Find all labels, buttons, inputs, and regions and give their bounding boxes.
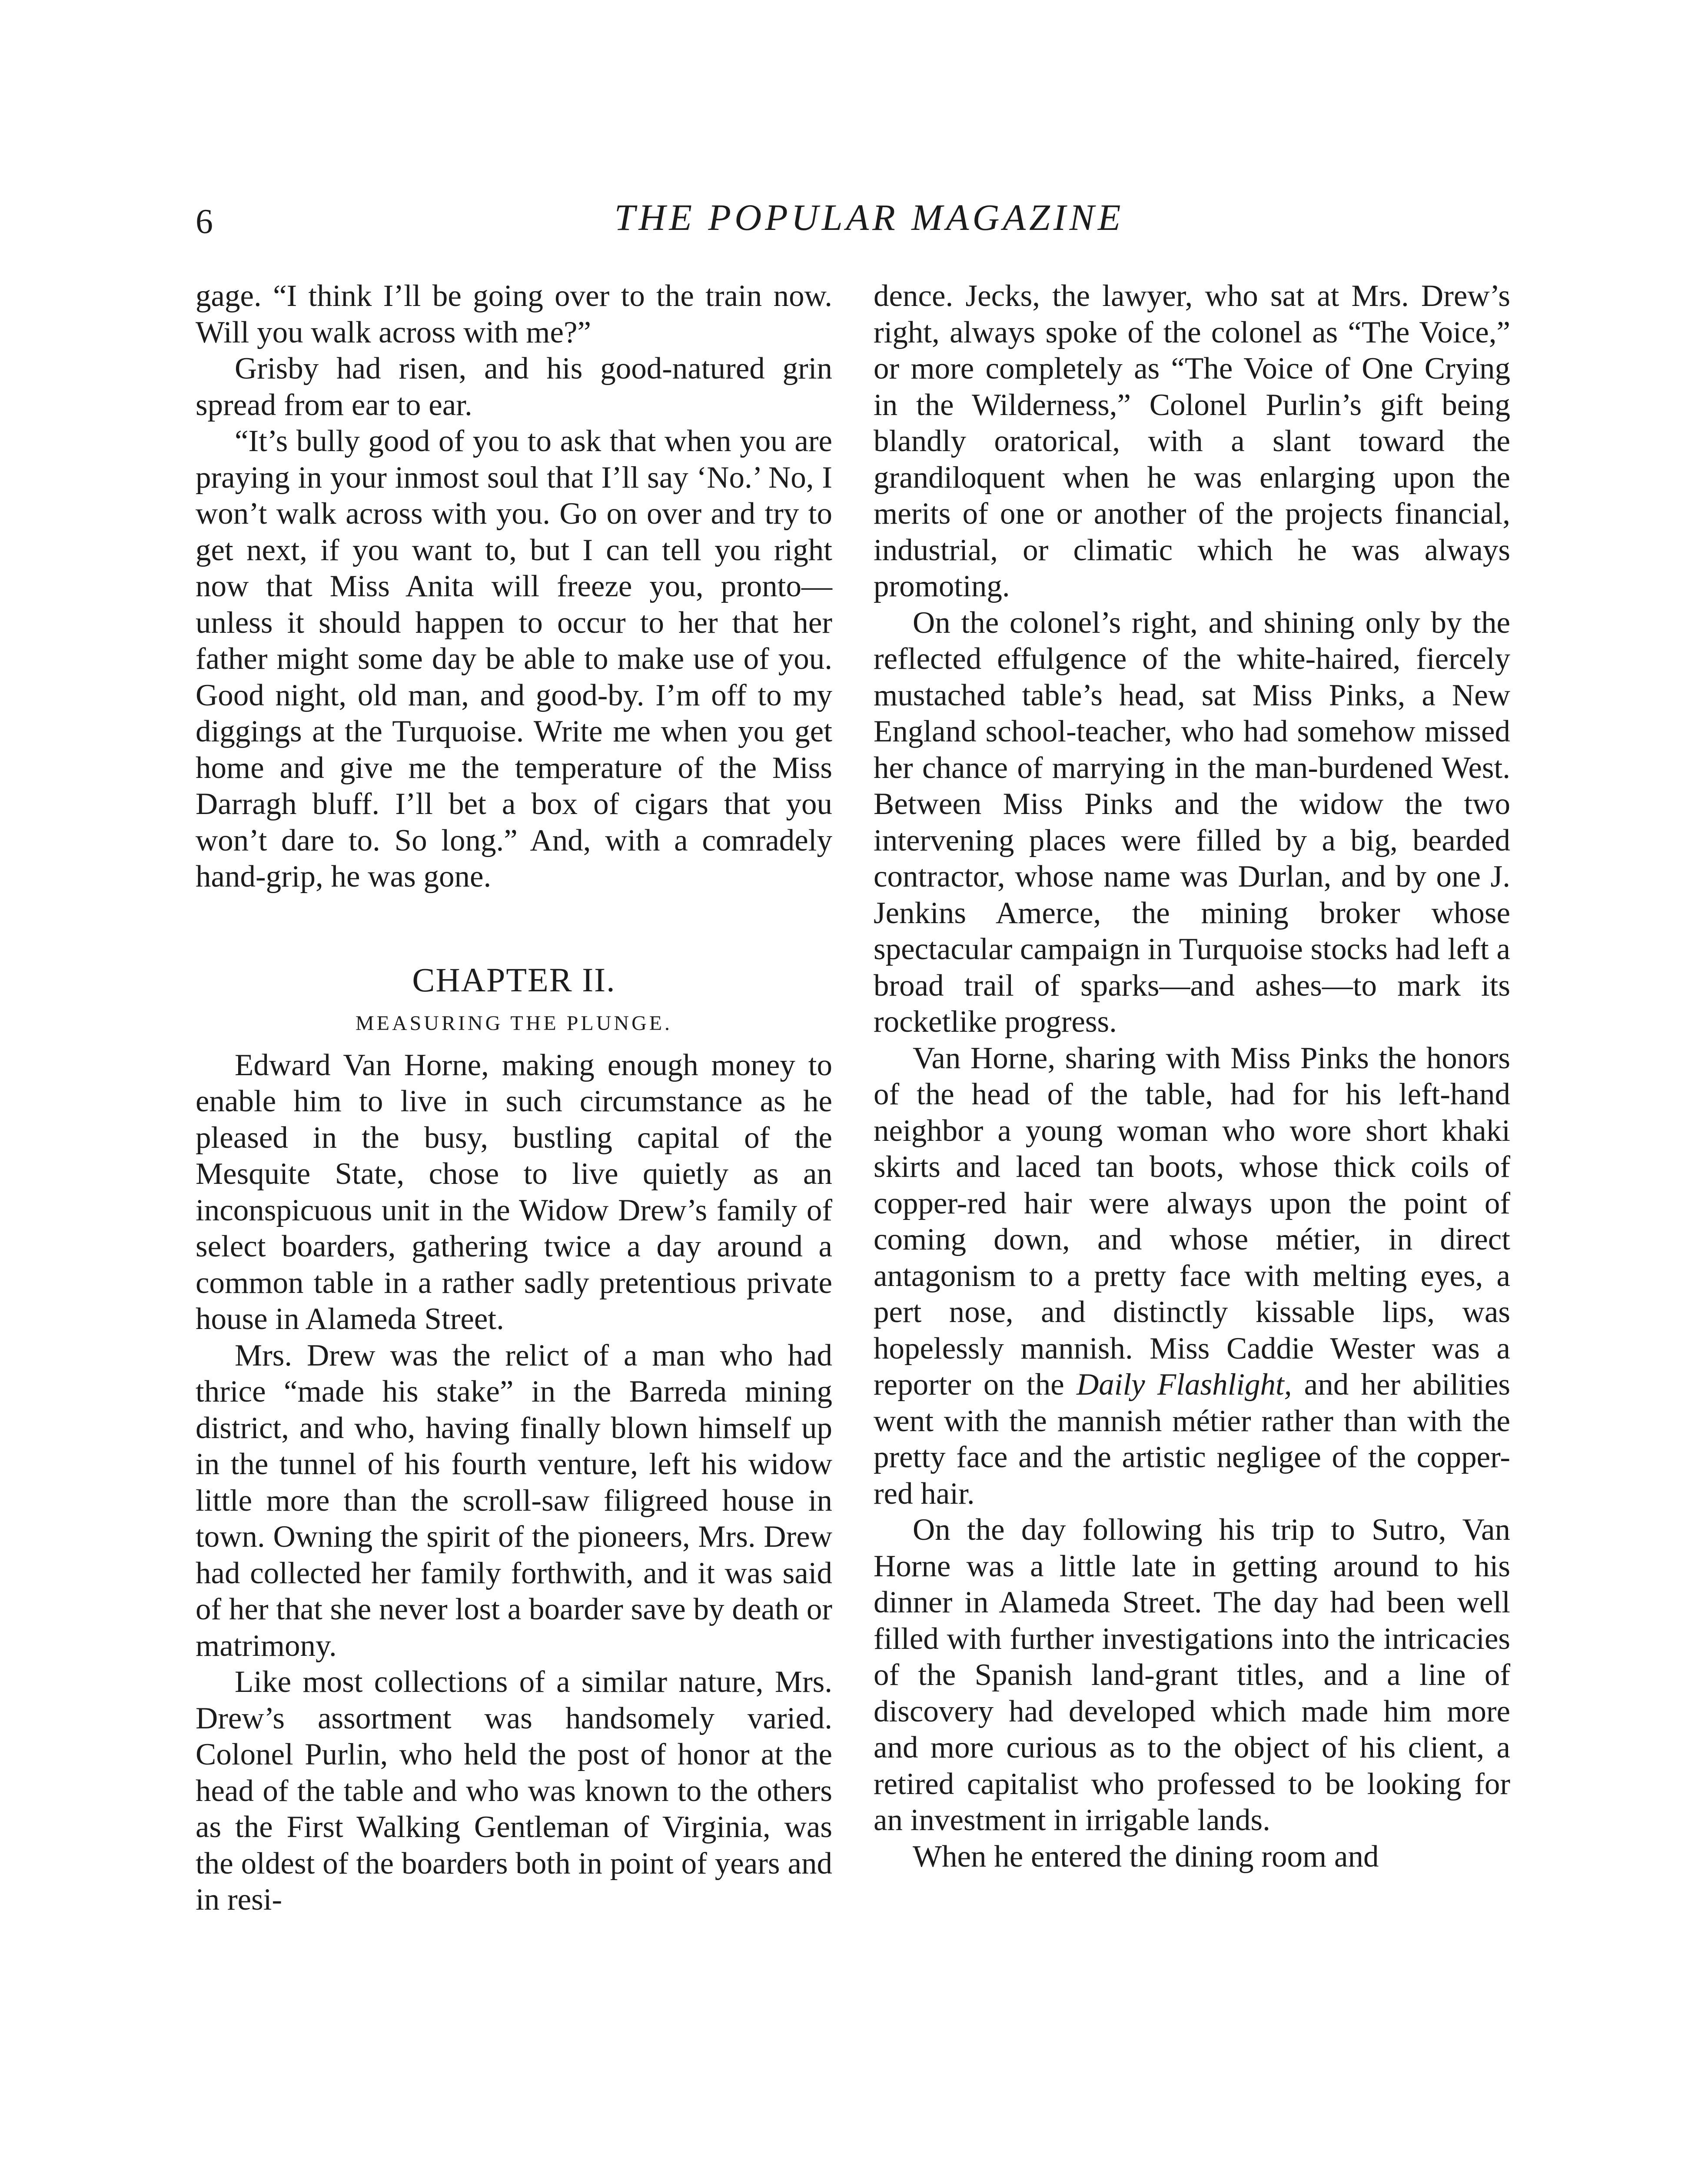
right-column [874, 278, 1510, 1875]
paragraph: “It’s bully good of you to ask that when you are praying in your inmost soul that I’ll say ‘No.’ No, I won’t walk across with you. Go on over and try to get next, if you want to, but I can tell you right now that Miss Anita will freeze you, pronto—unless it should happen to occur to her that her father might some day be able to make use of you. Good night, old man, and good-by. I’m off to my diggings at the Turquoise. Write me when you get home and give me the temperature of the Miss Darragh bluff. I’ll bet a box of cigars that you won’t dare to. So long.” And, with a comradely hand-grip, he was gone. [196, 424, 832, 894]
paragraph: Edward Van Horne, making enough money to enable him to live in such circumstance as he pleased in the busy, bustling capital of the Mesquite State, chose to live quietly as an inconspicuous unit in the Widow Drew’s family of select boarders, gathering twice a day around a common table in a rather sadly pretentious private house in Alameda Street. [196, 1048, 832, 1336]
running-title: THE POPULAR MAGAZINE [614, 196, 1124, 238]
paragraph: Grisby had risen, and his good-natured grin spread from ear to ear. [196, 352, 832, 422]
newspaper-name: Daily Flashlight, [1076, 1368, 1292, 1402]
page-number: 6 [196, 203, 213, 241]
page-header [0, 193, 1708, 259]
paragraph-text: Van Horne, sharing with Miss Pinks the honors of the head of the table, had for his left-hand neighbor a young woman who wore short khaki skirts and laced tan boots, whose thick coils of copper-red hair were always upon the point of coming down, and whose métier, in direct antagonism to a pretty face with melting eyes, a pert nose, and distinctly kissable lips, was hopelessly mannish. Miss Caddie Wester was a reporter on the [874, 1041, 1510, 1402]
chapter-heading: CHAPTER II. [412, 960, 616, 999]
paragraph: dence. Jecks, the lawyer, who sat at Mrs. Drew’s right, always spoke of the colonel as “The Voice,” or more completely as “The Voice of One Crying in the Wilderness,” Colonel Purlin’s gift being blandly oratorical, with a slant toward the grandiloquent when he was enlarging upon the merits of one or another of the projects financial, industrial, or climatic which he was always promoting. [874, 279, 1510, 603]
paragraph: Like most collections of a similar nature, Mrs. Drew’s assortment was handsomely varied. Colonel Purlin, who held the post of honor at the head of the table and who was known to the others as the First Walking Gentleman of Virginia, was the oldest of the boarders both in point of years and in resi- [196, 1665, 832, 1917]
paragraph: On the colonel’s right, and shining only by the reflected effulgence of the white-haired, fiercely mustached table’s head, sat Miss Pinks, a New England school-teacher, who had somehow missed her chance of marrying in the man-burdened West. Between Miss Pinks and the widow the two intervening places were filled by a big, bearded contractor, whose name was Durlan, and by one J. Jenkins Amerce, the mining broker whose spectacular campaign in Turquoise stocks had left a broad trail of sparks—and ashes—to mark its rocketlike progress. [874, 605, 1510, 1039]
chapter-subtitle: MEASURING THE PLUNGE. [355, 1011, 673, 1035]
paragraph: Mrs. Drew was the relict of a man who had thrice “made his stake” in the Barreda mining district, and who, having finally blown himself up in the tunnel of his fourth venture, left his widow little more than the scroll-saw filigreed house in town. Owning the spirit of the pioneers, Mrs. Drew had collected her family forthwith, and it was said of her that she never lost a boarder save by death or matrimony. [196, 1338, 832, 1663]
paragraph: gage. “I think I’ll be going over to the train now. Will you walk across with me?” [196, 279, 832, 349]
paragraph: On the day following his trip to Sutro, Van Horne was a little late in getting around to his dinner in Alameda Street. The day had been well filled with further investigations into the intricacies of the Spanish land-grant titles, and a line of discovery had developed which made him more and more curious as to the object of his client, a retired capitalist who professed to be looking for an investment in irrigable lands. [874, 1513, 1510, 1837]
paragraph [874, 1040, 1510, 1512]
paragraph: When he entered the dining room and [913, 1839, 1379, 1874]
left-column [196, 278, 832, 1918]
paragraph-text: and her abilities went with the mannish métier rather than with the pretty face and the artistic negligee of the copper-red hair. [874, 1368, 1510, 1511]
